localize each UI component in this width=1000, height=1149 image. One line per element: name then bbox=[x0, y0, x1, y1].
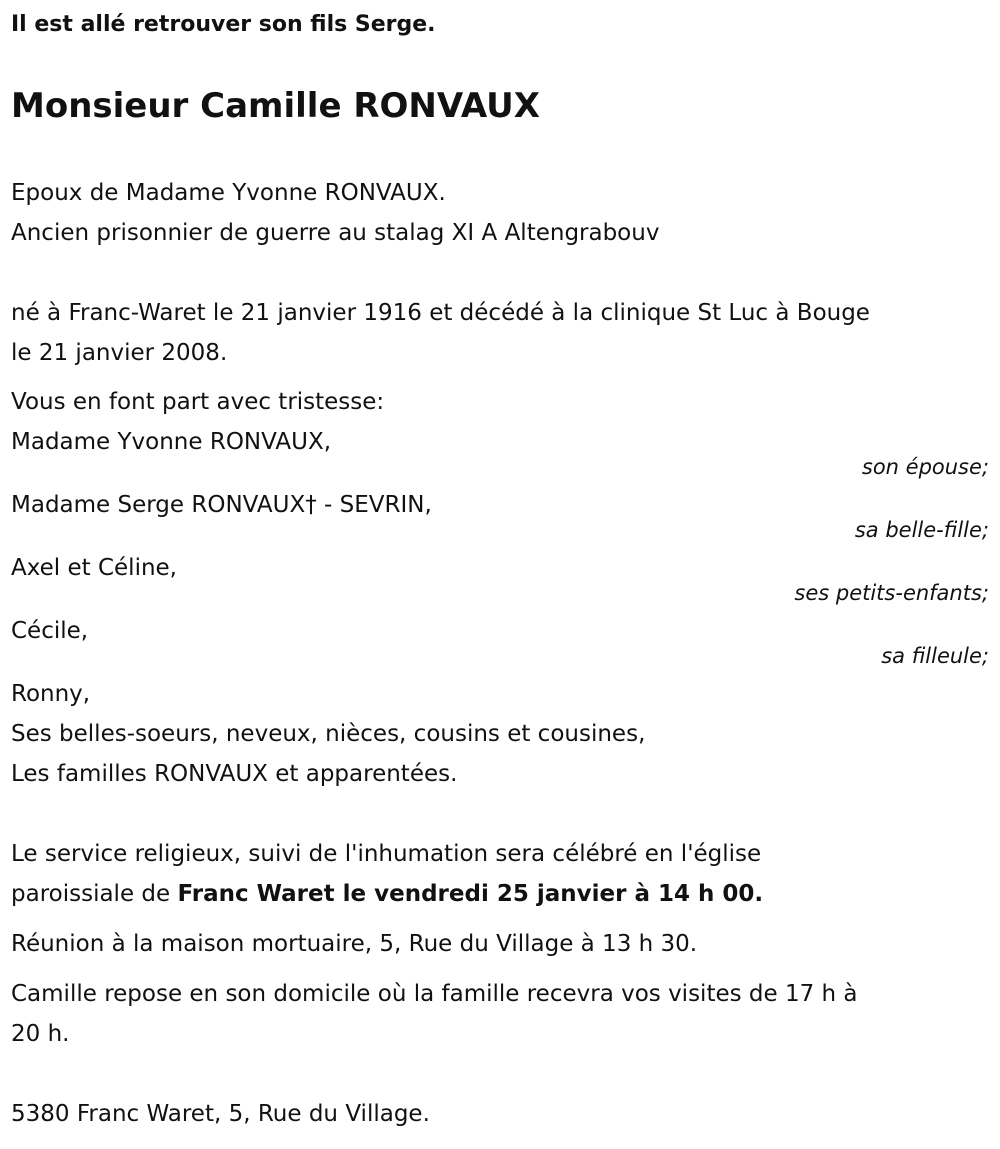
family-member-name: Madame Yvonne RONVAUX, bbox=[11, 429, 332, 455]
other-relatives-line: Ses belles-soeurs, neveux, nièces, cousins et cousines, bbox=[11, 721, 646, 747]
deceased-name: Monsieur Camille RONVAUX bbox=[11, 86, 540, 126]
family-member-name: Madame Serge RONVAUX† - SEVRIN, bbox=[11, 492, 432, 518]
prisoner-line: Ancien prisonnier de guerre au stalag XI A Altengrabouv bbox=[11, 220, 660, 246]
meeting-line: Réunion à la maison mortuaire, 5, Rue du Village à 13 h 30. bbox=[11, 931, 698, 957]
family-member-role: sa filleule; bbox=[881, 644, 989, 668]
family-member-role: son épouse; bbox=[861, 455, 989, 479]
address-line: 5380 Franc Waret, 5, Rue du Village. bbox=[11, 1101, 430, 1127]
birth-death-line-1: né à Franc-Waret le 21 janvier 1916 et décédé à la clinique St Luc à Bouge bbox=[11, 300, 870, 326]
other-relatives-line: Les familles RONVAUX et apparentées. bbox=[11, 761, 458, 787]
other-relatives-line: Ronny, bbox=[11, 681, 91, 707]
visits-line-2: 20 h. bbox=[11, 1021, 70, 1047]
family-member-role: sa belle-fille; bbox=[854, 518, 989, 542]
spouse-line: Epoux de Madame Yvonne RONVAUX. bbox=[11, 180, 446, 206]
announcement-line: Vous en font part avec tristesse: bbox=[11, 389, 385, 415]
family-member-name: Cécile, bbox=[11, 618, 89, 644]
service-line-2 bbox=[11, 874, 763, 914]
intro-text: Il est allé retrouver son fils Serge. bbox=[11, 12, 436, 37]
family-member-name: Axel et Céline, bbox=[11, 555, 177, 581]
family-member-role: ses petits-enfants; bbox=[794, 581, 989, 605]
service-prefix: paroissiale de bbox=[11, 881, 178, 907]
visits-line-1: Camille repose en son domicile où la famille recevra vos visites de 17 h à bbox=[11, 981, 858, 1007]
service-line-1: Le service religieux, suivi de l'inhumation sera célébré en l'église bbox=[11, 841, 762, 867]
birth-death-line-2: le 21 janvier 2008. bbox=[11, 340, 228, 366]
service-details: Franc Waret le vendredi 25 janvier à 14 h 00. bbox=[177, 881, 764, 907]
